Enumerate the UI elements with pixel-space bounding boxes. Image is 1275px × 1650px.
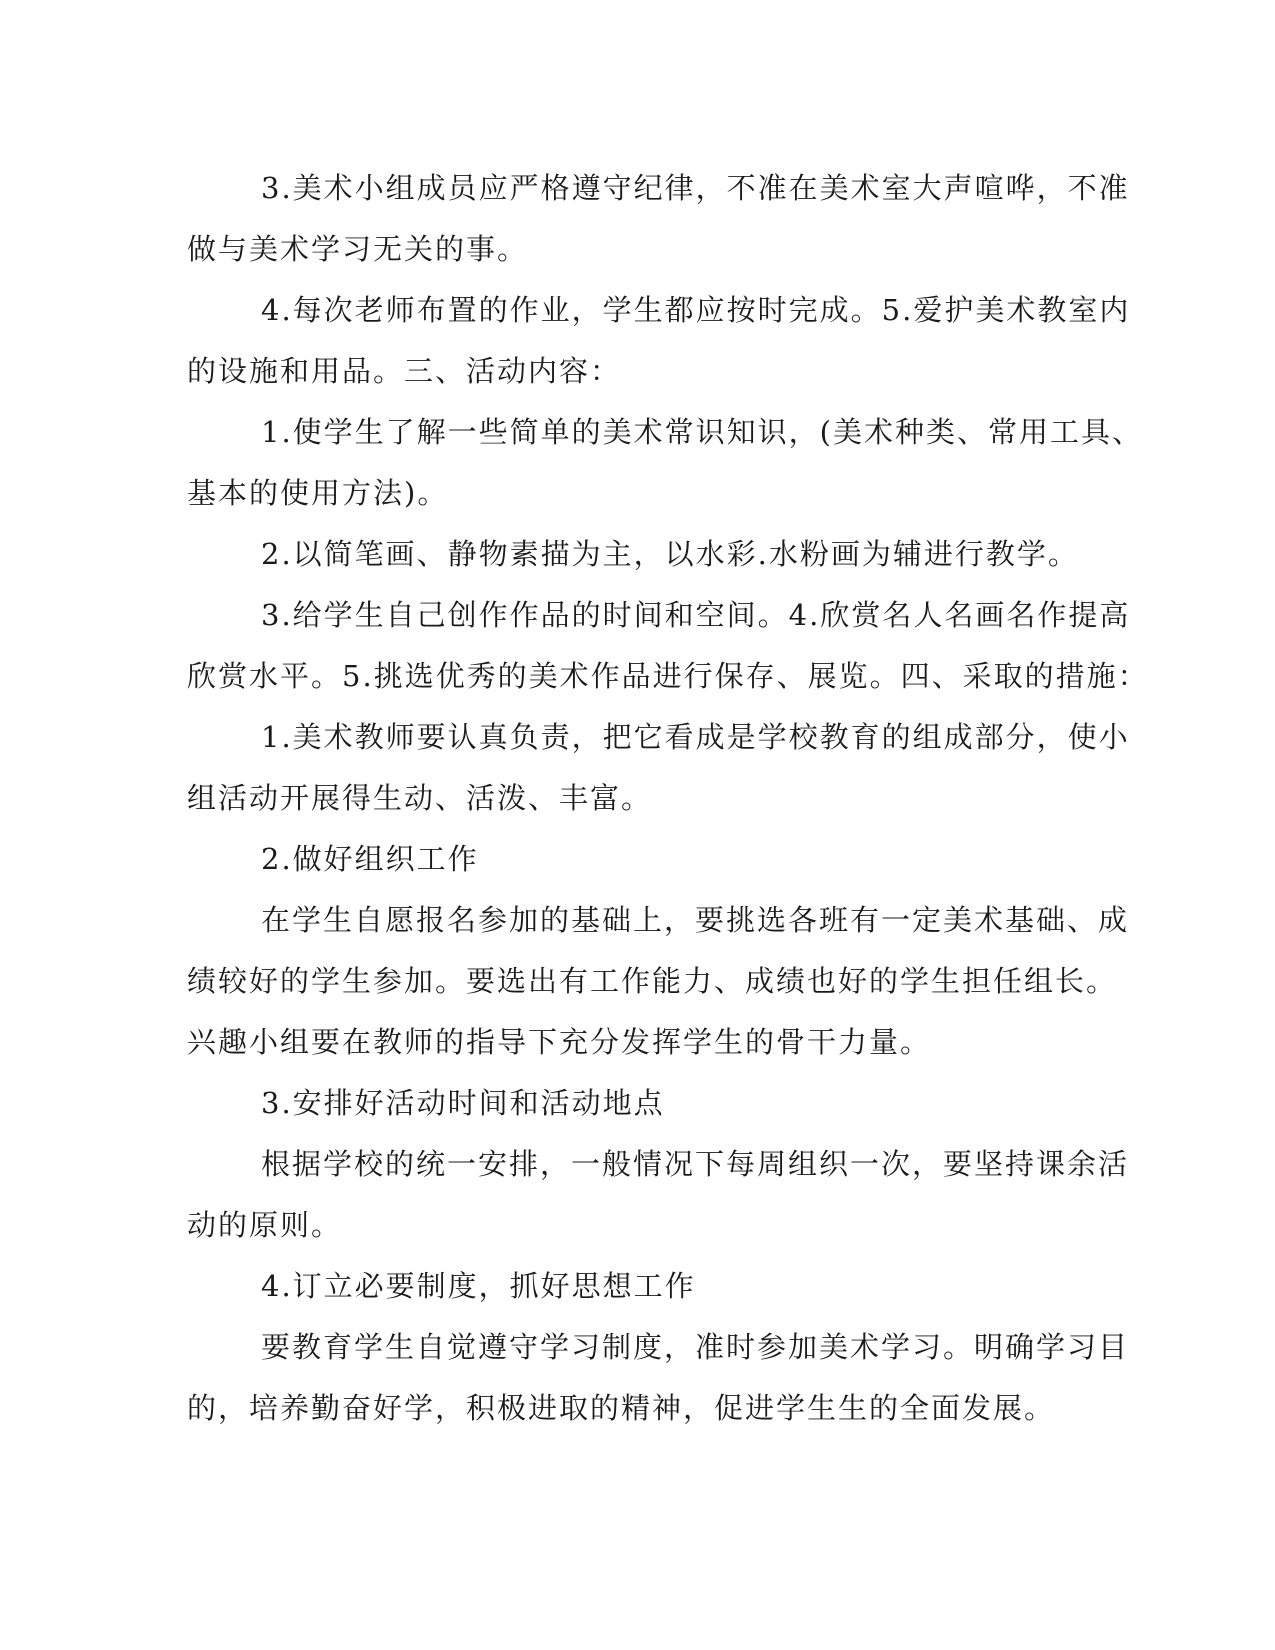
text-line: 动的原则。 [187,1208,343,1242]
text-line: 3.给学生自己创作作品的时间和空间。4.欣赏名人名画名作提高 [261,598,1131,632]
text-line: 的，培养勤奋好学，积极进取的精神，促进学生生的全面发展。 [187,1391,1056,1425]
text-line: 在学生自愿报名参加的基础上，要挑选各班有一定美术基础、成 [261,903,1130,937]
text-line: 3.安排好活动时间和活动地点 [261,1086,665,1120]
text-line: 2.做好组织工作 [261,842,479,876]
text-line: 要教育学生自觉遵守学习制度，准时参加美术学习。明确学习目 [261,1330,1130,1364]
text-line: 4.订立必要制度，抓好思想工作 [261,1269,696,1303]
text-line: 1.使学生了解一些简单的美术常识知识，(美术种类、常用工具、 [261,415,1143,449]
text-line: 做与美术学习无关的事。 [187,232,529,266]
text-line: 根据学校的统一安排，一般情况下每周组织一次，要坚持课余活 [261,1147,1130,1181]
text-line: 基本的使用方法)。 [187,476,449,510]
text-line: 1.美术教师要认真负责，把它看成是学校教育的组成部分，使小 [261,720,1130,754]
text-line: 欣赏水平。5.挑选优秀的美术作品进行保存、展览。四、采取的措施： [187,659,1149,693]
text-line: 绩较好的学生参加。要选出有工作能力、成绩也好的学生担任组长。 [187,964,1118,998]
text-line: 2.以简笔画、静物素描为主，以水彩.水粉画为辅进行教学。 [261,537,1079,571]
text-line: 的设施和用品。三、活动内容： [187,354,622,388]
text-line: 3.美术小组成员应严格遵守纪律，不准在美术室大声喧哗，不准 [261,171,1130,205]
text-line: 4.每次老师布置的作业，学生都应按时完成。5.爱护美术教室内 [261,293,1131,327]
text-line: 兴趣小组要在教师的指导下充分发挥学生的骨干力量。 [187,1025,932,1059]
body-text [187,158,1149,1439]
text-line: 组活动开展得生动、活泼、丰富。 [187,781,653,815]
